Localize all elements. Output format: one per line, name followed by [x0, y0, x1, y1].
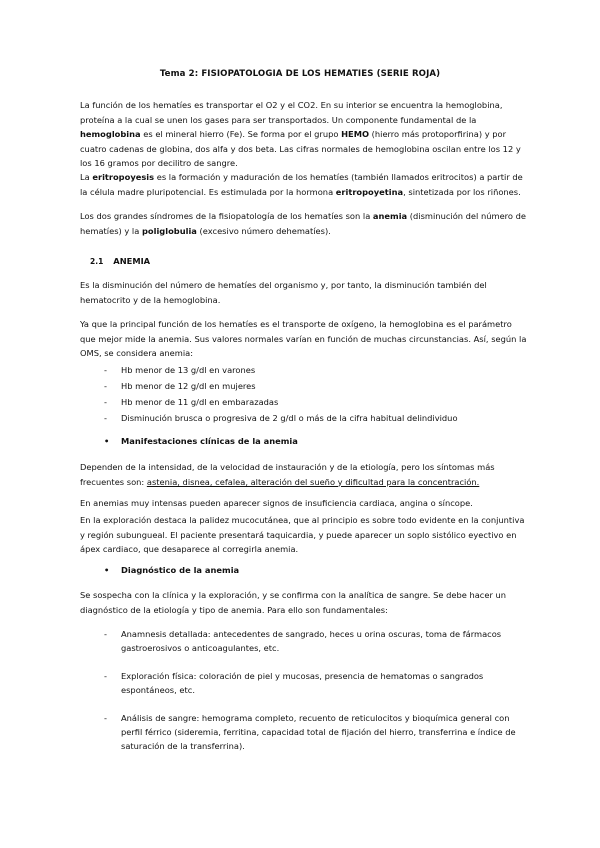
- manifestations-heading: • Manifestaciones clínicas de la anemia: [104, 436, 298, 446]
- list-item: - Hb menor de 13 g/dl en varones: [104, 362, 458, 378]
- list-item: - Anamnesis detallada: antecedentes de sangrado, heces u orina oscuras, toma de fármacos gastroerosivos o anticoagulantes, etc.: [104, 627, 524, 655]
- diagnosis-heading: • Diagnóstico de la anemia: [104, 565, 240, 575]
- manifestations-paragraph-1: Dependen de la intensidad, de la velocidad de instauración y de la etiología, pero los síntomas más frecuentes son: astenia, disnea, cefalea, alteración del sueño y dificultad para la concentración.: [80, 462, 495, 487]
- manifestations-paragraph-2: En anemias muy intensas pueden aparecer signos de insuficiencia cardiaca, angina o síncope.: [80, 498, 473, 508]
- anemia-oms-paragraph: Ya que la principal función de los hematíes es el transporte de oxígeno, la hemoglobina es el parámetro que mejor mide la anemia. Sus valores normales varían en función de muchas circunstancias. Así, según la OMS, se considera anemia:: [80, 319, 527, 358]
- manifestations-paragraph-3: En la exploración destaca la palidez mucocutánea, que al principio es sobre todo evidente en la conjuntiva y región subungueal. El paciente presentará taquicardia, y puede aparecer un soplo sistólico eyectivo en ápex cardiaco, que desaparece al corregirla anemia.: [80, 515, 525, 554]
- diagnosis-list: [104, 627, 524, 767]
- list-item: - Análisis de sangre: hemograma completo, recuento de reticulocitos y bioquímica general con perfil férrico (sideremia, ferritina, capacidad total de fijación del hierro, transferrina e índice de saturación de la transferrina).: [104, 711, 524, 753]
- anemia-criteria-list: [104, 362, 458, 426]
- section-number: 2.1: [90, 257, 104, 266]
- syndromes-paragraph: Los dos grandes síndromes de la fisiopatología de los hematíes son la anemia (disminución del número de hematíes) y la poliglobulia (excesivo número dehematíes).: [80, 211, 526, 236]
- section-title: ANEMIA: [113, 256, 151, 266]
- list-item: - Hb menor de 11 g/dl en embarazadas: [104, 394, 458, 410]
- eritropoyesis-paragraph: La eritropoyesis es la formación y maduración de los hematíes (también llamados eritrocitos) a partir de la célula madre pluripotencial. Es estimulada por la hormona eritropoyetina, sintetizada por los riñones.: [80, 172, 523, 197]
- list-item: - Disminución brusca o progresiva de 2 g/dl o más de la cifra habitual delindividuo: [104, 410, 458, 426]
- list-item: - Hb menor de 12 g/dl en mujeres: [104, 378, 458, 394]
- bullet-icon: •: [104, 436, 110, 446]
- section-heading-anemia: [90, 256, 150, 266]
- list-item: - Exploración física: coloración de piel y mucosas, presencia de hematomas o sangrados espontáneos, etc.: [104, 669, 524, 697]
- anemia-definition: Es la disminución del número de hematíes del organismo y, por tanto, la disminución también del hematocrito y de la hemoglobina.: [80, 280, 487, 305]
- bullet-icon: •: [104, 565, 110, 575]
- intro-paragraph: La función de los hematíes es transportar el O2 y el CO2. En su interior se encuentra la hemoglobina, proteína a la cual se unen los gases para ser transportados. Un componente fundamental de la hemoglobina es el mineral hierro (Fe). Se forma por el grupo HEMO (hierro más protoporfirina) y por cuatro cadenas de globina, dos alfa y dos beta. Las cifras normales de hemoglobina oscilan entre los 12 y los 16 gramos por decilitro de sangre.: [80, 100, 521, 168]
- diagnosis-paragraph: Se sospecha con la clínica y la exploración, y se confirma con la analítica de sangre. Se debe hacer un diagnóstico de la etiología y tipo de anemia. Para ello son fundamentales:: [80, 590, 507, 615]
- page-title: Tema 2: FISIOPATOLOGIA DE LOS HEMATIES (SERIE ROJA): [159, 69, 441, 79]
